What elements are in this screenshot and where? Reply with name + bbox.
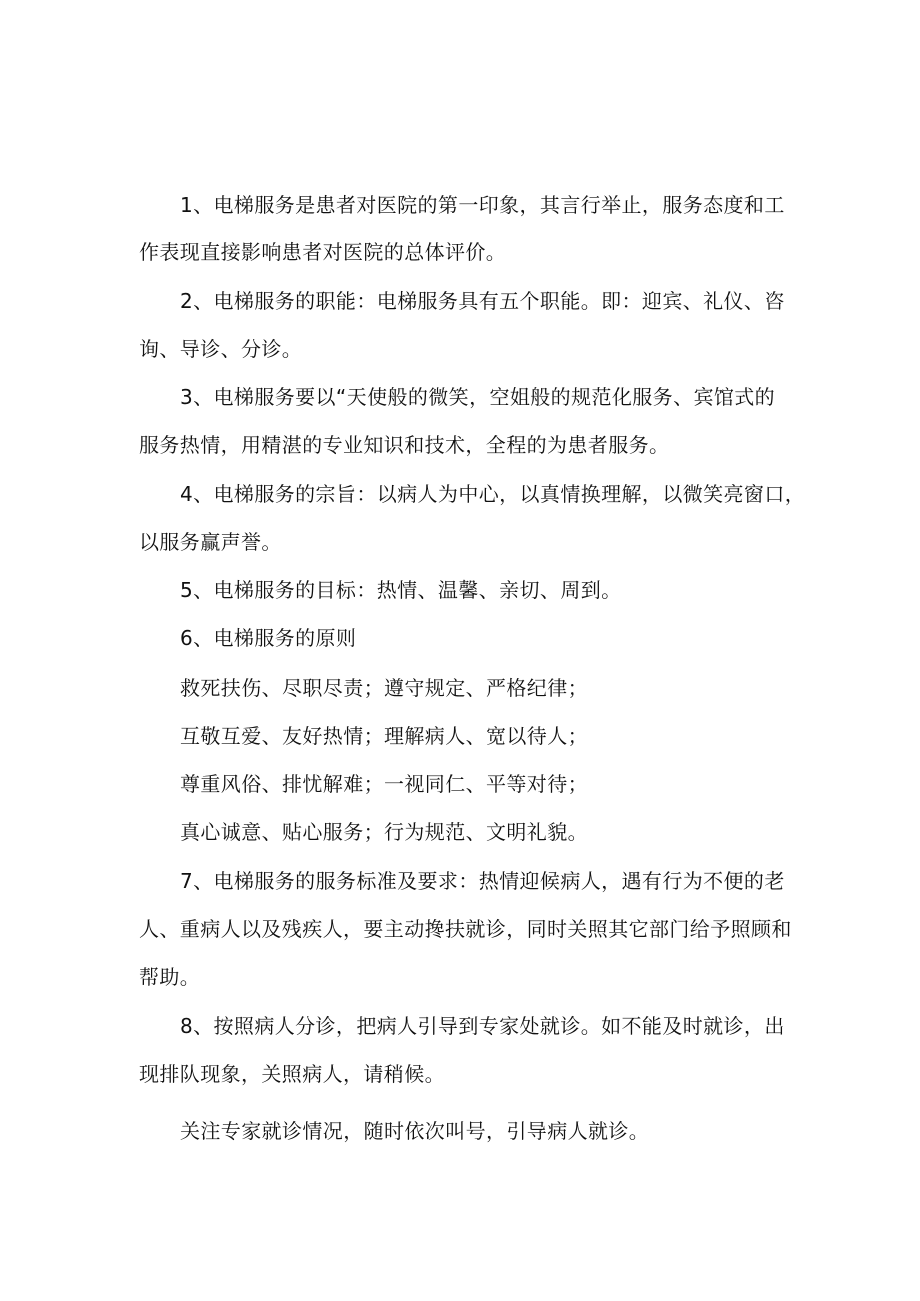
paragraph-2-line-2: 询、导诊、分诊。 [139, 337, 303, 361]
paragraph-8-line-2: 现排队现象，关照病人，请稍候。 [139, 1062, 445, 1086]
principle-line-3: 尊重风俗、排忧解难；一视同仁、平等对待； [180, 772, 588, 796]
paragraph-8-line-1: 8、按照病人分诊，把病人引导到专家处就诊。如不能及时就诊，出 [180, 1014, 785, 1038]
paragraph-7-line-3: 帮助。 [139, 965, 201, 989]
paragraph-9-line-1: 关注专家就诊情况，随时依次叫号，引导病人就诊。 [180, 1119, 650, 1143]
paragraph-7-line-2: 人、重病人以及残疾人，要主动搀扶就诊，同时关照其它部门给予照顾和 [139, 917, 792, 941]
paragraph-1-line-1: 1、电梯服务是患者对医院的第一印象，其言行举止，服务态度和工 [180, 193, 785, 217]
paragraph-2-line-1: 2、电梯服务的职能：电梯服务具有五个职能。即：迎宾、礼仪、咨 [180, 289, 785, 313]
paragraph-7-line-1: 7、电梯服务的服务标准及要求：热情迎候病人，遇有行为不便的老 [180, 869, 785, 893]
paragraph-5-line-1: 5、电梯服务的目标：热情、温馨、亲切、周到。 [180, 578, 622, 602]
paragraph-4-line-1: 4、电梯服务的宗旨：以病人为中心，以真情换理解，以微笑亮窗口， [180, 482, 806, 506]
paragraph-3-line-2: 服务热情，用精湛的专业知识和技术，全程的为患者服务。 [139, 433, 670, 457]
paragraph-3-line-1: 3、电梯服务要以“天使般的微笑，空姐般的规范化服务、宾馆式的 [180, 385, 776, 409]
principle-line-2: 互敬互爱、友好热情；理解病人、宽以待人； [180, 724, 588, 748]
principle-line-4: 真心诚意、贴心服务；行为规范、文明礼貌。 [180, 820, 588, 844]
paragraph-1-line-2: 作表现直接影响患者对医院的总体评价。 [139, 240, 507, 264]
principle-line-1: 救死扶伤、尽职尽责；遵守规定、严格纪律； [180, 676, 588, 700]
paragraph-6-line-1: 6、电梯服务的原则 [180, 626, 357, 650]
paragraph-4-line-2: 以服务赢声誉。 [139, 530, 282, 554]
